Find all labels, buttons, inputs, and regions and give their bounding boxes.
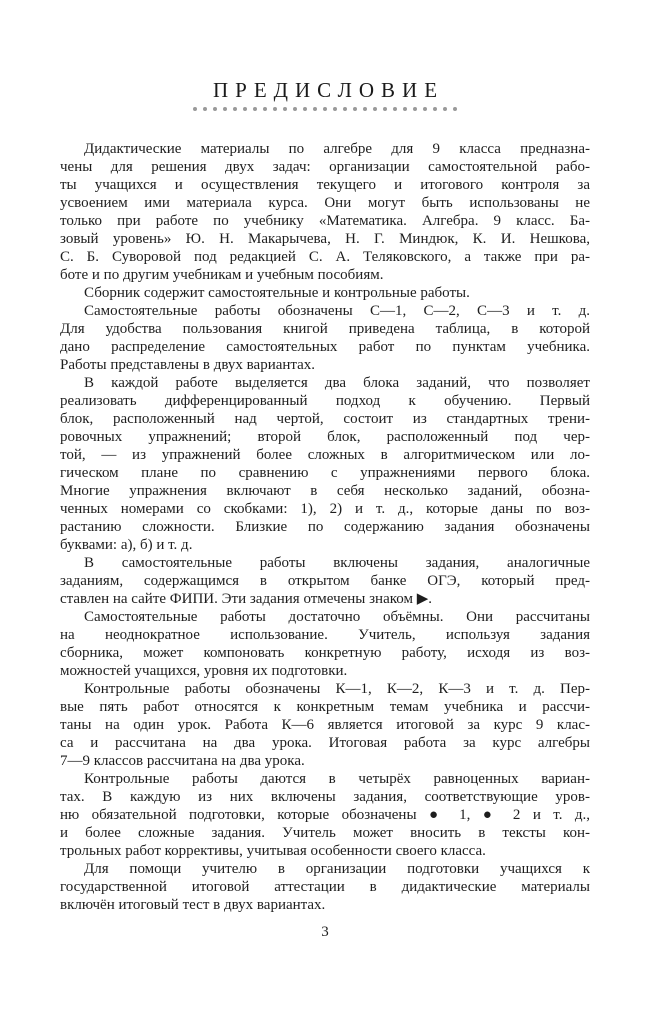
dot-icon [243,107,247,111]
dot-icon [323,107,327,111]
text-line: вые пять работ относятся к конкретным темам учебника и рассчи- [60,699,590,715]
page-number: 3 [321,924,329,940]
dot-icon [443,107,447,111]
text-line: боте и по другим учебникам и учебным пособиям. [60,267,384,283]
text-line: только при работе по учебнику «Математика. Алгебра. 9 класс. Ба- [60,213,590,229]
text-line: государственной итоговой аттестации в дидактические материалы [60,879,590,895]
dot-icon [333,107,337,111]
text-line: и более сложные задания. Учитель может вносить в тексты кон- [60,825,590,841]
text-line: ты учащихся и осуществления текущего и итогового контроля за [60,177,590,193]
dot-icon [343,107,347,111]
text-line: В самостоятельные работы включены задания, аналогичные [84,555,590,571]
dot-icon [233,107,237,111]
text-line: дано распределение самостоятельных работ по пунктам учебника. [60,339,590,355]
dot-icon [203,107,207,111]
dot-icon [383,107,387,111]
text-line: Для удобства пользования книгой приведена таблица, в которой [60,321,590,337]
text-line: са и рассчитана на два урока. Итоговая работа за курс алгебры [60,735,590,751]
text-line: Самостоятельные работы достаточно объёмны. Они рассчитаны [84,609,590,625]
text-line: тах. В каждую из них включены задания, соответствующие уров- [60,789,590,805]
dot-icon [273,107,277,111]
text-line: Для помощи учителю в организации подготовки учащихся к [84,861,590,877]
text-line: Контрольные работы даются в четырёх равноценных вариан- [84,771,590,787]
dot-icon [193,107,197,111]
dot-icon [313,107,317,111]
dot-icon [413,107,417,111]
text-line: усвоением ими материала курса. Они могут быть использованы не [60,195,590,211]
page-title: ПРЕДИСЛОВИЕ [212,78,445,102]
dot-icon [453,107,457,111]
dot-icon [373,107,377,111]
text-line: буквами: а), б) и т. д. [60,537,193,553]
paragraph [60,608,590,680]
paragraph [60,860,590,914]
paragraph [60,302,590,374]
dot-icon [223,107,227,111]
preface-text [60,140,590,914]
page-header [60,78,590,111]
text-line: чены для решения двух задач: организации самостоятельной рабо- [60,159,590,175]
dot-icon [433,107,437,111]
dot-icon [263,107,267,111]
text-line: можностей учащихся, уровня их подготовки. [60,663,348,679]
dot-icon [353,107,357,111]
text-line: таны на один урок. Работа К—6 является итоговой за курс 9 клас- [60,717,590,733]
text-line: Работы представлены в двух вариантах. [60,357,316,373]
text-line: 7—9 классов рассчитана на два урока. [60,753,305,769]
text-line: Дидактические материалы по алгебре для 9 класса предназна- [84,141,590,157]
text-line: гическом плане по сравнению с упражнениями первого блока. [60,465,590,481]
text-line: реализовать дифференцированный подход к обучению. Первый [60,393,590,409]
text-line: растанию сложности. Близкие по содержанию задания обозначены [60,519,590,535]
paragraph [60,284,590,302]
dot-icon [293,107,297,111]
text-line: зовый уровень» Ю. Н. Макарычева, Н. Г. Миндюк, К. И. Нешкова, [60,231,590,247]
text-line: ровочных упражнений; второй блок, расположенный под чер- [60,429,590,445]
text-line: ню обязательной подготовки, которые обозначены ● 1, ● 2 и т. д., [60,807,590,823]
title-underline-dots [60,107,590,111]
text-line: той, — из упражнений более сложных в алгоритмическом или ло- [60,447,590,463]
paragraph [60,374,590,554]
text-line: В каждой работе выделяется два блока заданий, что позволяет [84,375,590,391]
dot-icon [283,107,287,111]
text-line: заданиям, содержащимся в открытом банке ОГЭ, который пред- [60,573,590,589]
text-line: Сборник содержит самостоятельные и контрольные работы. [84,285,470,301]
dot-icon [393,107,397,111]
text-line: С. Б. Суворовой под редакцией С. А. Теляковского, а также при ра- [60,249,590,265]
text-line: Самостоятельные работы обозначены С—1, С—2, С—3 и т. д. [84,303,590,319]
dot-icon [213,107,217,111]
text-line: на неоднократное использование. Учитель, используя задания [60,627,590,643]
paragraph [60,770,590,860]
text-line: Контрольные работы обозначены К—1, К—2, К—3 и т. д. Пер- [84,681,590,697]
text-line: ставлен на сайте ФИПИ. Эти задания отмечены знаком ▶. [60,591,433,607]
text-line: сборника, может компоновать конкретную работу, исходя из воз- [60,645,590,661]
paragraph [60,554,590,608]
text-line: трольных работ коррективы, учитывая особенности своего класса. [60,843,486,859]
text-line: включён итоговый тест в двух вариантах. [60,897,326,913]
text-line: блок, расположенный над чертой, состоит из стандартных трени- [60,411,590,427]
dot-icon [253,107,257,111]
text-line: ченных номерами со скобками: 1), 2) и т. д., которые даны по воз- [60,501,590,517]
dot-icon [403,107,407,111]
text-line: Многие упражнения включают в себя несколько заданий, обозна- [60,483,590,499]
dot-icon [303,107,307,111]
dot-icon [423,107,427,111]
paragraph [60,140,590,284]
dot-icon [363,107,367,111]
paragraph [60,680,590,770]
